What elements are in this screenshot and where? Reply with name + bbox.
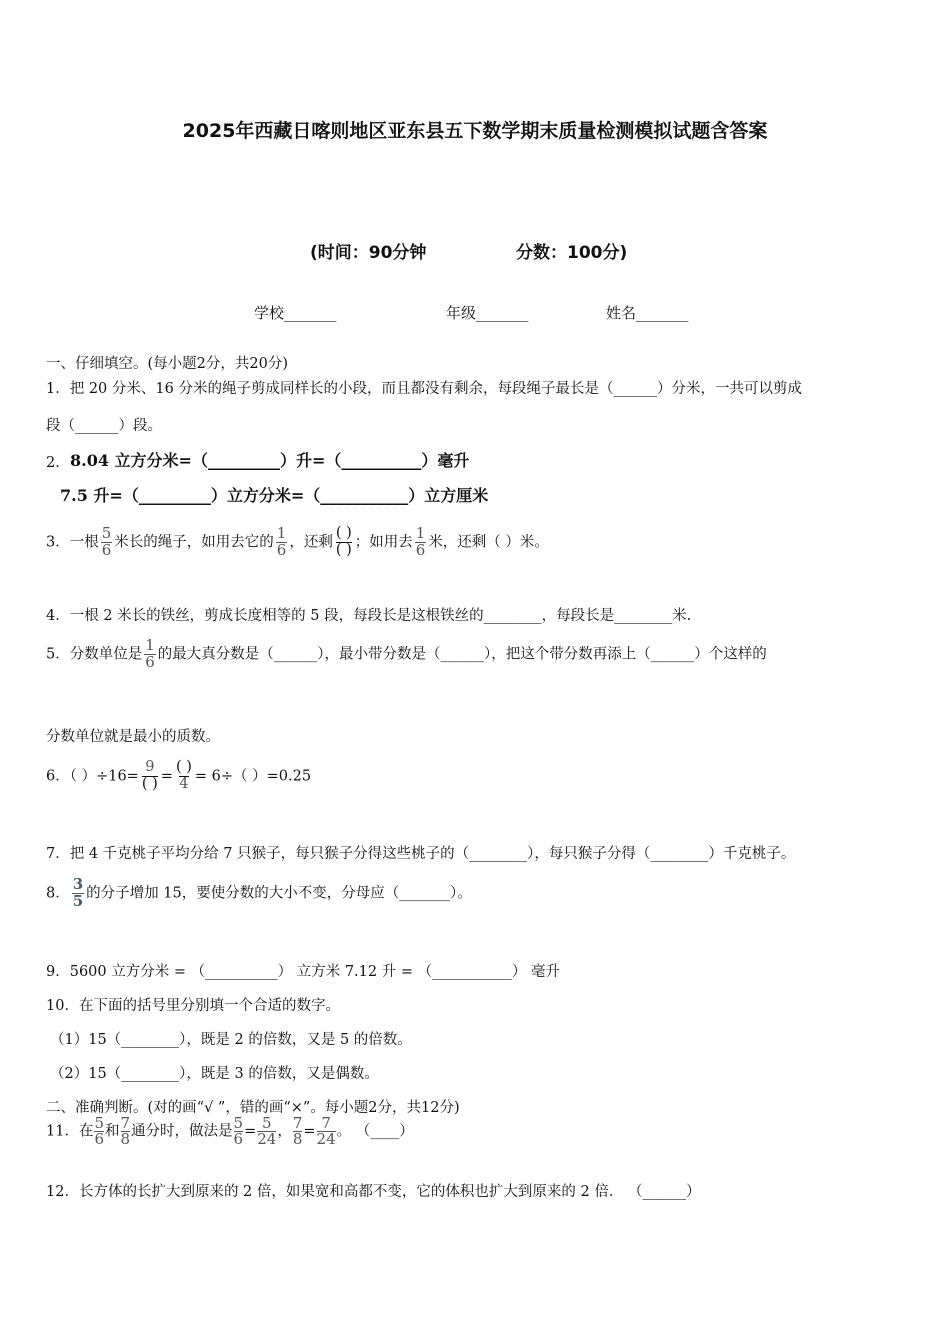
q6-text-2: = 6÷（ ）=0.25 bbox=[194, 768, 312, 785]
q11-text-3: 通分时，做法是 bbox=[131, 1123, 233, 1140]
q3-fraction-4 bbox=[415, 526, 427, 559]
question-1-line2: 段（______）段。 bbox=[46, 418, 162, 434]
q8-number: 8． bbox=[46, 885, 70, 902]
q6-f2-numerator: ( ) bbox=[175, 759, 192, 775]
q3-f1-numerator: 5 bbox=[101, 524, 112, 543]
section-2-heading: 二、准确判断。(对的画“√ ”，错的画“×”。每小题2分，共12分) bbox=[46, 1100, 460, 1116]
q11-fraction-c bbox=[234, 1116, 244, 1147]
q11-separator: ， bbox=[277, 1123, 292, 1140]
q3-f3-denominator: ( ) bbox=[335, 541, 352, 558]
q5-numerator: 1 bbox=[145, 636, 155, 654]
question-6 bbox=[46, 760, 311, 793]
name-field: 姓名_______ bbox=[606, 304, 689, 322]
q11-d-numerator: 5 bbox=[262, 1114, 272, 1132]
q11-text-2: 和 bbox=[105, 1123, 120, 1140]
q5-text-1: 5．分数单位是 bbox=[46, 646, 143, 663]
q3-f3-numerator: ( ) bbox=[335, 525, 352, 541]
question-11 bbox=[46, 1116, 414, 1147]
q3-text-2: 米长的绳子，如用去它的 bbox=[114, 534, 274, 551]
q6-text-1: 6．（ ）÷16= bbox=[46, 768, 139, 785]
question-2-line1: 8.04 立方分米=（_________）升=（__________）毫升 bbox=[70, 451, 470, 470]
q11-f-numerator: 7 bbox=[321, 1114, 331, 1132]
q3-text-5: 米，还剩（ ）米。 bbox=[428, 534, 549, 551]
q6-f1-numerator: 9 bbox=[145, 759, 155, 775]
section-1-heading: 一、仔细填空。(每小题2分，共20分) bbox=[46, 356, 288, 372]
q8-numerator: 3 bbox=[72, 875, 84, 893]
q3-fraction-1 bbox=[101, 526, 113, 559]
q5-fraction bbox=[144, 638, 156, 671]
school-field: 学校_______ bbox=[254, 304, 337, 322]
q3-f2-numerator: 1 bbox=[276, 524, 287, 543]
q11-c-numerator: 5 bbox=[233, 1114, 244, 1132]
question-12: 12．长方体的长扩大到原来的 2 倍，如果宽和高都不变，它的体积也扩大到原来的 2 倍． （______） bbox=[46, 1184, 701, 1200]
q11-b-numerator: 7 bbox=[120, 1114, 131, 1132]
q11-text-4: 。 （____） bbox=[336, 1123, 414, 1140]
question-9: 9．5600 立方分米 = （__________） 立方米 7.12 升 = （___________） 毫升 bbox=[46, 964, 560, 980]
q5-text-2: 的最大真分数是（______），最小带分数是（______），把这个带分数再添上（______）个这样的 bbox=[157, 646, 767, 663]
q8-fraction bbox=[72, 877, 84, 910]
q6-equals: = bbox=[160, 768, 173, 785]
grade-field: 年级_______ bbox=[446, 304, 529, 322]
q6-f2-denominator: 4 bbox=[179, 775, 189, 792]
q11-equals-1: = bbox=[244, 1123, 257, 1140]
question-3 bbox=[46, 526, 549, 559]
q11-fraction-e bbox=[293, 1116, 303, 1147]
q3-f2-denominator: 6 bbox=[276, 540, 287, 559]
q3-text-1: 3．一根 bbox=[46, 534, 99, 551]
q11-equals-2: = bbox=[303, 1123, 316, 1140]
q11-fraction-d bbox=[257, 1116, 276, 1147]
question-10: 10．在下面的括号里分别填一个合适的数字。 bbox=[46, 998, 340, 1014]
exam-time: (时间：90分钟 bbox=[310, 243, 427, 263]
q11-e-denominator: 8 bbox=[292, 1130, 303, 1148]
q11-text-1: 11．在 bbox=[46, 1123, 94, 1140]
question-7: 7．把 4 千克桃子平均分给 7 只猴子，每只猴子分得这些桃子的（________），每只猴子分得（________）千克桃子。 bbox=[46, 846, 796, 862]
q8-denominator: 5 bbox=[72, 891, 84, 910]
q3-f4-denominator: 6 bbox=[415, 540, 426, 559]
question-2-number: 2． bbox=[46, 455, 70, 471]
q6-fraction-2 bbox=[176, 760, 192, 793]
q3-f4-numerator: 1 bbox=[415, 524, 426, 543]
q11-c-denominator: 6 bbox=[233, 1130, 244, 1148]
question-8 bbox=[46, 877, 472, 910]
question-5-line1 bbox=[46, 638, 767, 671]
q11-fraction-a bbox=[94, 1116, 104, 1147]
question-10-sub-2: （2）15（________），既是 3 的倍数，又是偶数。 bbox=[50, 1066, 379, 1082]
question-1-line1: 1．把 20 分米、16 分米的绳子剪成同样长的小段，而且都没有剩余，每段绳子最长是（______）分米，一共可以剪成 bbox=[46, 381, 802, 397]
q11-a-denominator: 6 bbox=[94, 1130, 104, 1148]
q5-denominator: 6 bbox=[145, 652, 155, 671]
q11-b-denominator: 8 bbox=[120, 1130, 131, 1148]
question-2-line2: 7.5 升=（_________）立方分米=（___________）立方厘米 bbox=[60, 486, 489, 505]
q3-text-4: ；如用去 bbox=[354, 534, 413, 551]
question-5-line2: 分数单位就是最小的质数。 bbox=[46, 729, 220, 745]
question-10-sub-1: （1）15（________），既是 2 的倍数，又是 5 的倍数。 bbox=[50, 1032, 412, 1048]
page-title: 2025年西藏日喀则地区亚东县五下数学期末质量检测模拟试题含答案 bbox=[182, 120, 768, 142]
q11-e-numerator: 7 bbox=[292, 1114, 303, 1132]
q3-fraction-3 bbox=[336, 526, 352, 559]
q8-text: 的分子增加 15，要使分数的大小不变，分母应（_______）。 bbox=[86, 885, 472, 902]
q6-fraction-1 bbox=[142, 760, 158, 793]
q11-fraction-b bbox=[121, 1116, 131, 1147]
q11-d-denominator: 24 bbox=[257, 1130, 277, 1148]
q3-text-3: ，还剩 bbox=[289, 534, 333, 551]
question-4: 4．一根 2 米长的铁丝，剪成长度相等的 5 段，每段长是这根铁丝的________，每段长是________米. bbox=[46, 608, 692, 624]
q3-f1-denominator: 6 bbox=[101, 540, 112, 559]
q6-f1-denominator: ( ) bbox=[141, 775, 158, 792]
q11-a-numerator: 5 bbox=[94, 1114, 104, 1132]
q3-fraction-2 bbox=[276, 526, 288, 559]
q11-fraction-f bbox=[317, 1116, 336, 1147]
q11-f-denominator: 24 bbox=[316, 1130, 336, 1148]
exam-score: 分数：100分) bbox=[516, 243, 628, 263]
